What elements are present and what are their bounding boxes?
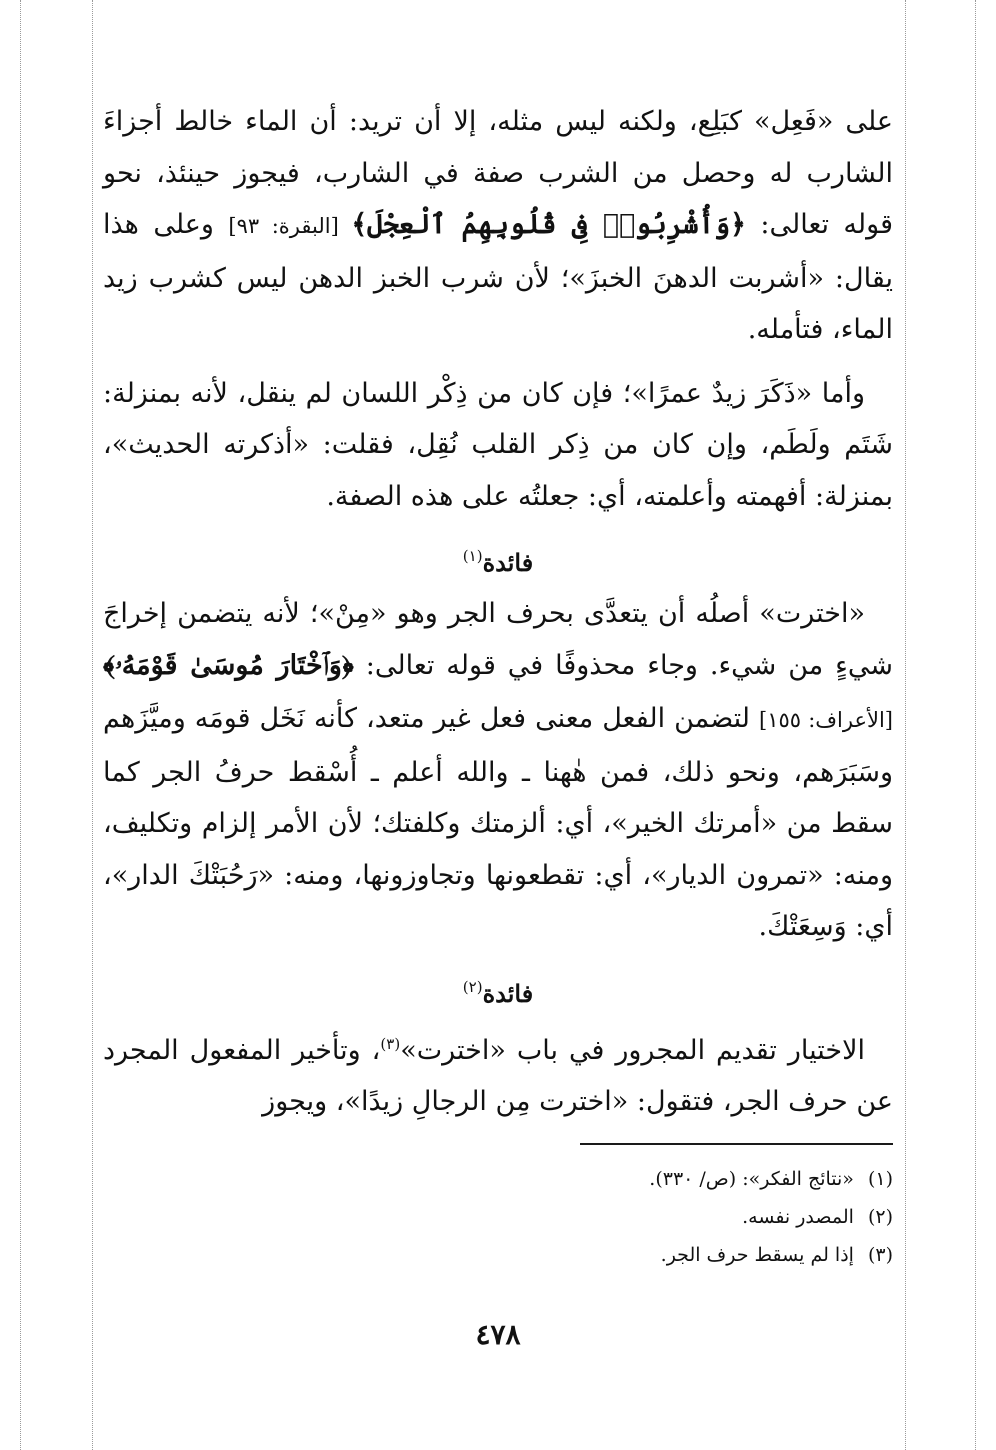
paragraph-1-text-b: وعلى هذا يقال: «أشربت الدهنَ الخبزَ»؛ لأن شرب الخبز الدهن ليس كشرب زيد الماء، فتأمله. (103, 209, 893, 345)
section-heading-1 (103, 534, 893, 578)
verse-reference-araf: [الأعراف: ١٥٥] (759, 708, 893, 732)
quran-verse-araf: ﴿وَٱخْتَارَ مُوسَىٰ قَوْمَهُۥ﴾ (103, 649, 354, 681)
scan-margin-line (20, 0, 21, 1450)
paragraph-3-text-a: «اخترت» أصلُه أن يتعدَّى بحرف الجر وهو «مِنْ»؛ لأنه يتضمن إخراجَ شيءٍ من شيء. وجاء محذوفًا في قوله تعالى: (103, 598, 893, 681)
footnote-text: إذا لم يسقط حرف الجر. (660, 1244, 854, 1266)
footnote-number: (٢) (867, 1206, 893, 1228)
footnote-text: المصدر نفسه. (742, 1206, 854, 1228)
paragraph-4-footnote-ref: (٣) (380, 1034, 401, 1053)
paragraph-1-text-a: على «فَعِل» كبَلِع، ولكنه ليس مثله، إلا أن تريد: أن الماء خالط أجزاءَ الشارب له وحصل من الشرب صفة في الشارب، فيجوز حينئذ، نحو قوله تعالى: (103, 106, 893, 240)
section-heading-2 (103, 965, 893, 1009)
quran-verse-baqarah: ﴿وَأُشْرِبُوا۟ فِى قُلُوبِهِمُ ٱلْعِجْلَ﴾ (351, 209, 746, 240)
footnote-number: (٣) (867, 1244, 893, 1266)
paragraph-3-text-b: لتضمن الفعل معنى فعل غير متعد، كأنه نَخَل قومَه وميَّزَهم وسَبَرَهم، ونحو ذلك، فمن هٰهنا ـ والله أعلم ـ أُسْقط حرفُ الجر كما سقط من «أمرتك الخير»، أي: ألزمتك وكلفتك؛ لأن الأمر إلزام وتكليف، ومنه: «تمرون الديار»، أي: تقطعونها وتجاوزونها، ومنه: «رَحُبَتْكَ الدار»، أي: وَسِعَتْكَ. (103, 703, 893, 942)
footnote-item (103, 1198, 893, 1236)
heading-1-footnote-ref: (١) (462, 547, 483, 565)
paragraph-4-text-b: ، وتأخير المفعول المجرد عن حرف الجر، فتقول: «اخترت مِن الرجالِ زيدًا»، ويجوز (103, 1034, 893, 1117)
footnote-separator (580, 1143, 893, 1145)
paragraph-4-text-a: الاختيار تقديم المجرور في باب «اخترت» (400, 1034, 865, 1066)
scan-margin-line (905, 0, 906, 1450)
paragraph-4 (103, 1019, 893, 1128)
paragraph-1 (103, 96, 893, 356)
paragraph-2: وأما «ذَكَرَ زيدٌ عمرًا»؛ فإن كان من ذِكْر اللسان لم ينقل، لأنه بمنزلة: شَتَم ولَطَم، وإن كان من ذِكر القلب نُقِل، فقلت: «أذكرته الحديث»، بمنزلة: أفهمته وأعلمته، أي: جعلتُه على هذه الصفة. (103, 377, 893, 512)
footnote-item (103, 1160, 893, 1198)
footnote-text: «نتائج الفكر»: (ص/ ٣٣٠). (649, 1168, 854, 1190)
footnote-number: (١) (867, 1168, 893, 1190)
paragraph-3 (103, 588, 893, 953)
heading-2-footnote-ref: (٢) (462, 977, 483, 996)
footnote-item (103, 1236, 893, 1274)
heading-1-title: فائدة (482, 548, 534, 577)
page-number: ٤٧٨ (475, 1318, 521, 1351)
heading-2-title: فائدة (482, 978, 534, 1008)
scan-margin-line (92, 0, 93, 1450)
verse-reference-baqarah: [البقرة: ٩٣] (228, 214, 352, 238)
footnotes (103, 1160, 893, 1274)
page-body (103, 96, 893, 1128)
scan-margin-line (975, 0, 976, 1450)
